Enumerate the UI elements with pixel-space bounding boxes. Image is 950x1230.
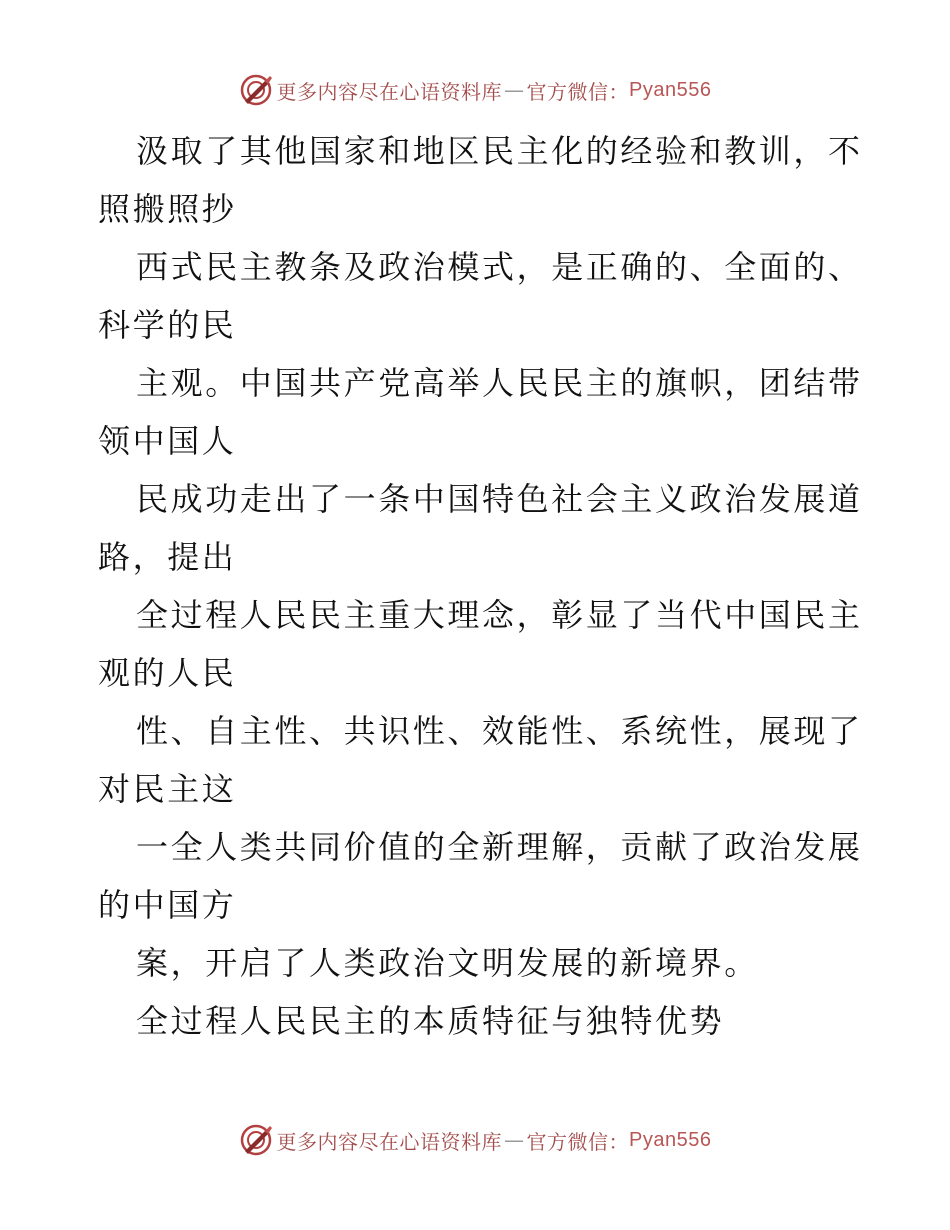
watermark-separator: —	[504, 1128, 525, 1152]
text-line: 主观。中国共产党高举人民民主的旗帜，团结带	[136, 364, 863, 402]
text-line: 汲取了其他国家和地区民主化的经验和教训，不	[136, 132, 863, 170]
pen-logo-icon	[239, 1123, 273, 1157]
text-line: 照搬照抄	[98, 190, 237, 228]
text-line: 民成功走出了一条中国特色社会主义政治发展道	[136, 480, 863, 518]
text-line: 的中国方	[98, 886, 237, 924]
watermark-wechat-label: 官方微信：	[526, 1129, 630, 1154]
watermark-wechat-id: Pyan556	[629, 1128, 712, 1151]
text-line: 路，提出	[98, 538, 237, 576]
text-line: 全过程人民民主重大理念，彰显了当代中国民主	[136, 596, 863, 634]
text-line: 一全人类共同价值的全新理解，贡献了政治发展	[136, 828, 863, 866]
text-line: 案，开启了人类政治文明发展的新境界。	[136, 944, 759, 982]
footer-watermark	[0, 1120, 950, 1160]
text-line: 对民主这	[98, 770, 237, 808]
text-line: 科学的民	[98, 306, 237, 344]
text-line: 西式民主教条及政治模式，是正确的、全面的、	[136, 248, 863, 286]
header-watermark	[0, 70, 950, 110]
watermark-site-text: 更多内容尽在心语资料库	[276, 79, 503, 104]
text-line: 性、自主性、共识性、效能性、系统性，展现了	[136, 712, 863, 750]
text-line: 领中国人	[98, 422, 237, 460]
text-line: 观的人民	[98, 654, 237, 692]
pen-logo-icon	[239, 73, 273, 107]
watermark-separator: —	[504, 78, 525, 102]
document-body	[98, 122, 863, 1050]
watermark-site-text: 更多内容尽在心语资料库	[276, 1129, 503, 1154]
text-line: 全过程人民民主的本质特征与独特优势	[136, 1002, 725, 1040]
watermark-wechat-label: 官方微信：	[526, 79, 630, 104]
watermark-wechat-id: Pyan556	[629, 78, 712, 101]
